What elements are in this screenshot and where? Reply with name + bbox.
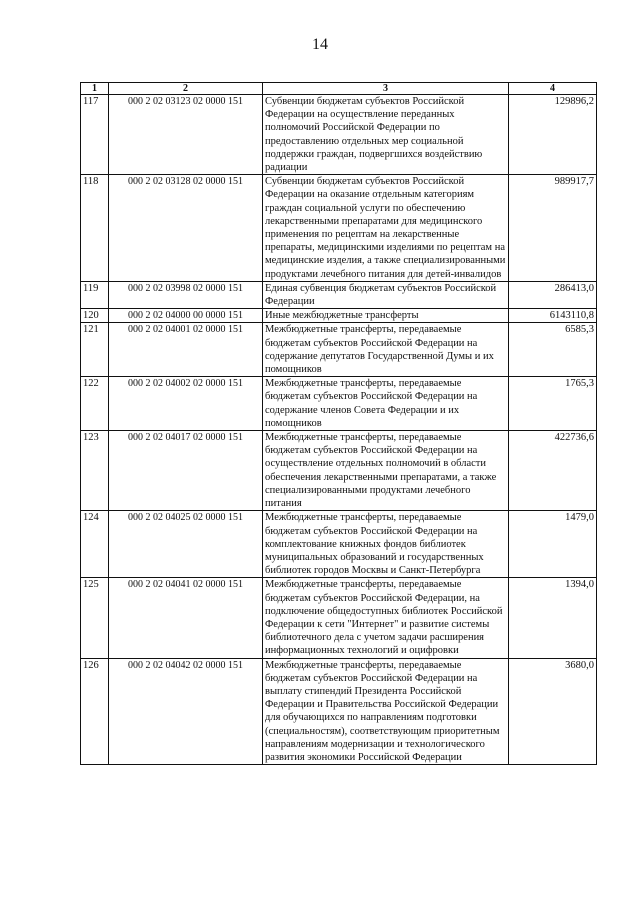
page-number: 14 <box>312 36 328 53</box>
row-number: 119 <box>81 281 109 308</box>
table-header-row <box>81 83 597 95</box>
budget-code: 000 2 02 04001 02 0000 151 <box>109 323 263 377</box>
table-row <box>81 175 597 282</box>
item-name: Межбюджетные трансферты, передаваемые бюджетам субъектов Российской Федерации на выплату стипендий Президента Российской Федерации и Правительства Российской Федерации для обучающихся по направлениям подготовки (специальностям), соответствующим приоритетным направлениям модернизации и технологического развития экономики Российской Федерации <box>263 658 509 765</box>
item-name: Субвенции бюджетам субъектов Российской Федерации на оказание отдельным категориям граждан социальной услуги по обеспечению лекарственными препаратами для медицинского применения по рецептам на лекарственные препараты, медицинскими изделиями по рецептам на медицинские изделия, а также специализированными продуктами лечебного питания для детей-инвалидов <box>263 175 509 282</box>
table-row <box>81 281 597 308</box>
row-number: 121 <box>81 323 109 377</box>
item-amount: 1765,3 <box>509 377 597 431</box>
item-amount: 129896,2 <box>509 95 597 175</box>
item-name: Субвенции бюджетам субъектов Российской Федерации на осуществление переданных полномочий Российской Федерации по предоставлению отдельных мер социальной поддержки граждан, подвергшихся воздействию радиации <box>263 95 509 175</box>
budget-code: 000 2 02 04041 02 0000 151 <box>109 578 263 658</box>
budget-code: 000 2 02 04000 00 0000 151 <box>109 309 263 323</box>
row-number: 117 <box>81 95 109 175</box>
item-name: Единая субвенция бюджетам субъектов Российской Федерации <box>263 281 509 308</box>
table-row <box>81 377 597 431</box>
column-header-1: 1 <box>81 83 109 95</box>
row-number: 123 <box>81 431 109 511</box>
budget-code: 000 2 02 03123 02 0000 151 <box>109 95 263 175</box>
budget-code: 000 2 02 04017 02 0000 151 <box>109 431 263 511</box>
budget-table <box>80 82 597 765</box>
budget-code: 000 2 02 04042 02 0000 151 <box>109 658 263 765</box>
item-amount: 3680,0 <box>509 658 597 765</box>
item-name: Межбюджетные трансферты, передаваемые бюджетам субъектов Российской Федерации на комплектование книжных фондов библиотек муниципальных образований и государственных библиотек городов Москвы и Санкт-Петербурга <box>263 511 509 578</box>
item-amount: 989917,7 <box>509 175 597 282</box>
row-number: 124 <box>81 511 109 578</box>
table-row <box>81 95 597 175</box>
column-header-4: 4 <box>509 83 597 95</box>
item-amount: 6143110,8 <box>509 309 597 323</box>
table-row <box>81 431 597 511</box>
item-amount: 1394,0 <box>509 578 597 658</box>
item-name: Иные межбюджетные трансферты <box>263 309 509 323</box>
item-name: Межбюджетные трансферты, передаваемые бюджетам субъектов Российской Федерации на осуществление отдельных полномочий в области обеспечения лекарственными препаратами, а также специализированными продуктами лечебного питания <box>263 431 509 511</box>
row-number: 126 <box>81 658 109 765</box>
row-number: 120 <box>81 309 109 323</box>
table-row <box>81 309 597 323</box>
budget-code: 000 2 02 03998 02 0000 151 <box>109 281 263 308</box>
table-row <box>81 578 597 658</box>
column-header-2: 2 <box>109 83 263 95</box>
item-name: Межбюджетные трансферты, передаваемые бюджетам субъектов Российской Федерации на содержание депутатов Государственной Думы и их помощников <box>263 323 509 377</box>
column-header-3: 3 <box>263 83 509 95</box>
table-row <box>81 658 597 765</box>
item-amount: 286413,0 <box>509 281 597 308</box>
item-amount: 422736,6 <box>509 431 597 511</box>
row-number: 125 <box>81 578 109 658</box>
row-number: 118 <box>81 175 109 282</box>
item-name: Межбюджетные трансферты, передаваемые бюджетам субъектов Российской Федерации на содержание членов Совета Федерации и их помощников <box>263 377 509 431</box>
item-name: Межбюджетные трансферты, передаваемые бюджетам субъектов Российской Федерации, на подключение общедоступных библиотек Российской Федерации к сети "Интернет" и развитие системы библиотечного дела с учетом задачи расширения информационных технологий и оцифровки <box>263 578 509 658</box>
row-number: 122 <box>81 377 109 431</box>
budget-code: 000 2 02 04002 02 0000 151 <box>109 377 263 431</box>
table-row <box>81 511 597 578</box>
budget-code: 000 2 02 04025 02 0000 151 <box>109 511 263 578</box>
table-row <box>81 323 597 377</box>
item-amount: 1479,0 <box>509 511 597 578</box>
budget-code: 000 2 02 03128 02 0000 151 <box>109 175 263 282</box>
item-amount: 6585,3 <box>509 323 597 377</box>
